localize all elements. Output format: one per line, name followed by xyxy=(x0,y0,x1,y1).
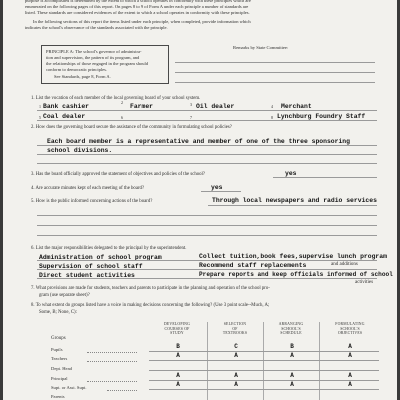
answer-text[interactable]: school divisions. xyxy=(47,147,113,154)
answer-line xyxy=(37,225,377,226)
answer-line xyxy=(201,191,241,192)
header-line: TEXTBOOKS xyxy=(222,331,248,336)
item-number: 8 xyxy=(271,115,273,120)
table-cell[interactable]: A xyxy=(348,343,352,350)
report-page xyxy=(3,0,397,400)
answer-line xyxy=(37,163,377,164)
table-cell[interactable]: A xyxy=(234,381,238,388)
answer-line xyxy=(208,205,377,206)
header-line: SCHOOL'S xyxy=(281,326,301,331)
item-number: 4 xyxy=(271,104,273,109)
row-label: Dept. Head xyxy=(51,366,72,371)
answer-text[interactable]: Farmer xyxy=(130,103,154,110)
intro-line: purpose is accomplished is determined by the extent to which a school operates in conformity with these principles which are xyxy=(25,0,251,3)
leader-dots xyxy=(87,352,137,353)
leader-dots xyxy=(87,381,137,382)
row-label: Principal xyxy=(51,376,68,381)
column-header xyxy=(321,322,379,336)
row-label: Parents xyxy=(51,394,65,399)
table-cell[interactable]: A xyxy=(176,381,180,388)
answer-text[interactable]: Each board member is a representative and member of one of the three sponsoring xyxy=(47,138,350,145)
answer-text[interactable]: Collect tuition,book fees,supervise lunch program xyxy=(199,253,387,260)
row-label: Teachers xyxy=(51,356,68,361)
intro-line: enumerated on the following pages of this report. On pages 8 to 9 of Form A under each principle a number of standards are xyxy=(25,4,249,9)
answer-text[interactable]: Administration of school program xyxy=(39,254,162,261)
principle-line: conform to democratic principles. xyxy=(46,67,107,72)
question-4: 4. Are accurate minutes kept of each meeting of the board? xyxy=(31,186,145,191)
row-label: Supt. or Asst. Supt. xyxy=(51,385,87,390)
header-line: SCHEDULE xyxy=(280,331,302,336)
question-6: 6. List the major responsibilities delegated to the principal by the superintendent. xyxy=(31,246,187,251)
answer-line xyxy=(37,260,377,261)
leader-dots xyxy=(107,390,137,391)
table-cell[interactable]: A xyxy=(348,381,352,388)
principle-line: PRINCIPLE A: The school's governor of administra- xyxy=(46,49,142,54)
header-line: DEVELOPING xyxy=(163,322,191,326)
intro-line: listed. These standards are considered evidences of the extent to which a school operates in conformity with these principles. xyxy=(25,10,250,15)
table-cell[interactable]: C xyxy=(234,343,238,350)
question-7-cont: gram (use separate sheet)? xyxy=(39,293,90,298)
table-cell[interactable]: A xyxy=(290,352,294,359)
question-8: 8. To what extent do groups listed have a voice in making decisions concerning the following? (Use 3 point scale--Much, A; xyxy=(31,303,270,308)
remarks-label: Remarks by State Committee: xyxy=(233,45,289,50)
table-cell[interactable]: A xyxy=(348,352,352,359)
question-1: 1. List the vocation of each member of the local governing board of your school system. xyxy=(31,96,201,101)
answer-text[interactable]: Direct student activities xyxy=(39,272,135,279)
question-8-cont: Some, B; None, C): xyxy=(39,310,77,315)
table-cell[interactable]: B xyxy=(176,343,180,350)
answer-line xyxy=(37,269,377,270)
remarks-line xyxy=(175,82,375,83)
answer-text[interactable]: Recommend staff replacements xyxy=(199,262,307,269)
table-cell[interactable]: B xyxy=(290,343,294,350)
row-line xyxy=(149,360,379,361)
answer-text[interactable]: Supervision of school staff xyxy=(39,263,143,270)
item-number: 1 xyxy=(39,104,41,109)
item-number: 5 xyxy=(39,115,41,120)
header-line: SELECTION xyxy=(223,322,247,326)
item-number: 7 xyxy=(190,115,192,120)
answer-line xyxy=(273,177,377,178)
header-line: FORMULATING xyxy=(335,322,365,326)
item-number: 3 xyxy=(190,102,192,107)
answer-text[interactable]: Merchant xyxy=(281,103,312,110)
table-cell[interactable]: A xyxy=(234,352,238,359)
principle-line: the relationships of those engaged in the program should xyxy=(46,61,148,66)
answer-line xyxy=(37,145,377,146)
question-5: 5. How is the public informed concerning actions of the board? xyxy=(31,199,153,204)
intro-line: indicates the school's observance of the standards associated with the principle. xyxy=(25,25,168,30)
column-header xyxy=(265,322,317,336)
principle-reference: See Standards, page 8, Form A. xyxy=(54,74,111,79)
answer-text[interactable]: Prepare reports and keep officials informed of school xyxy=(199,271,393,278)
item-number: 2 xyxy=(121,100,123,105)
answer-line xyxy=(37,154,377,155)
answer-text-continued: and additions xyxy=(331,262,358,267)
answer-text[interactable]: yes xyxy=(211,184,223,191)
answer-line xyxy=(37,215,377,216)
row-line xyxy=(149,370,379,371)
header-line: STUDY xyxy=(170,331,184,336)
column-header xyxy=(149,322,205,336)
answer-text[interactable]: Oil dealer xyxy=(196,103,235,110)
header-line: SCHOOL'S xyxy=(340,326,360,331)
answer-line xyxy=(37,278,377,279)
remarks-line xyxy=(175,62,375,63)
table-cell[interactable]: A xyxy=(234,372,238,379)
remarks-line xyxy=(175,72,375,73)
answer-text[interactable]: Lynchburg Foundry Staff xyxy=(277,113,366,120)
row-line xyxy=(149,389,379,390)
row-label: Pupils xyxy=(51,347,63,352)
answer-line xyxy=(37,235,377,236)
question-2: 2. How does the governing board secure the assistance of the community in formulating school policies? xyxy=(31,125,232,130)
question-3: 3. Has the board officially approved the statement of objectives and policies of the school? xyxy=(31,172,206,177)
groups-label: Groups xyxy=(51,336,66,341)
question-7: 7. What provisions are made for students, teachers and parents to participate in the planning and operation of the school pro- xyxy=(31,286,270,291)
answer-text[interactable]: yes xyxy=(285,170,297,177)
principle-box xyxy=(41,45,169,84)
answer-text-continued: activities xyxy=(355,280,374,285)
item-number: 6 xyxy=(121,115,123,120)
intro-line: In the following sections of this report the items listed under each principle, when completed, provide information which xyxy=(33,19,251,24)
header-line: COURSES OF xyxy=(164,326,190,331)
header-line: ARRANGING xyxy=(278,322,304,326)
header-line: OF xyxy=(232,326,238,331)
principle-line: tion and supervision, the pattern of its program, and xyxy=(46,55,140,60)
answer-line xyxy=(37,120,377,121)
table-cell[interactable]: A xyxy=(290,372,294,379)
answer-text[interactable]: Bank cashier xyxy=(43,103,90,110)
table-cell[interactable]: A xyxy=(290,381,294,388)
leader-dots xyxy=(87,361,137,362)
header-line: OBJECTIVES xyxy=(337,331,363,336)
table-cell[interactable]: A xyxy=(348,372,352,379)
table-cell[interactable]: A xyxy=(176,372,180,379)
answer-text[interactable]: Coal dealer xyxy=(43,113,86,120)
answer-line xyxy=(37,110,377,111)
table-cell[interactable]: A xyxy=(176,352,180,359)
answer-text[interactable]: Through local newspapers and radio services xyxy=(212,197,377,204)
column-header xyxy=(209,322,261,336)
